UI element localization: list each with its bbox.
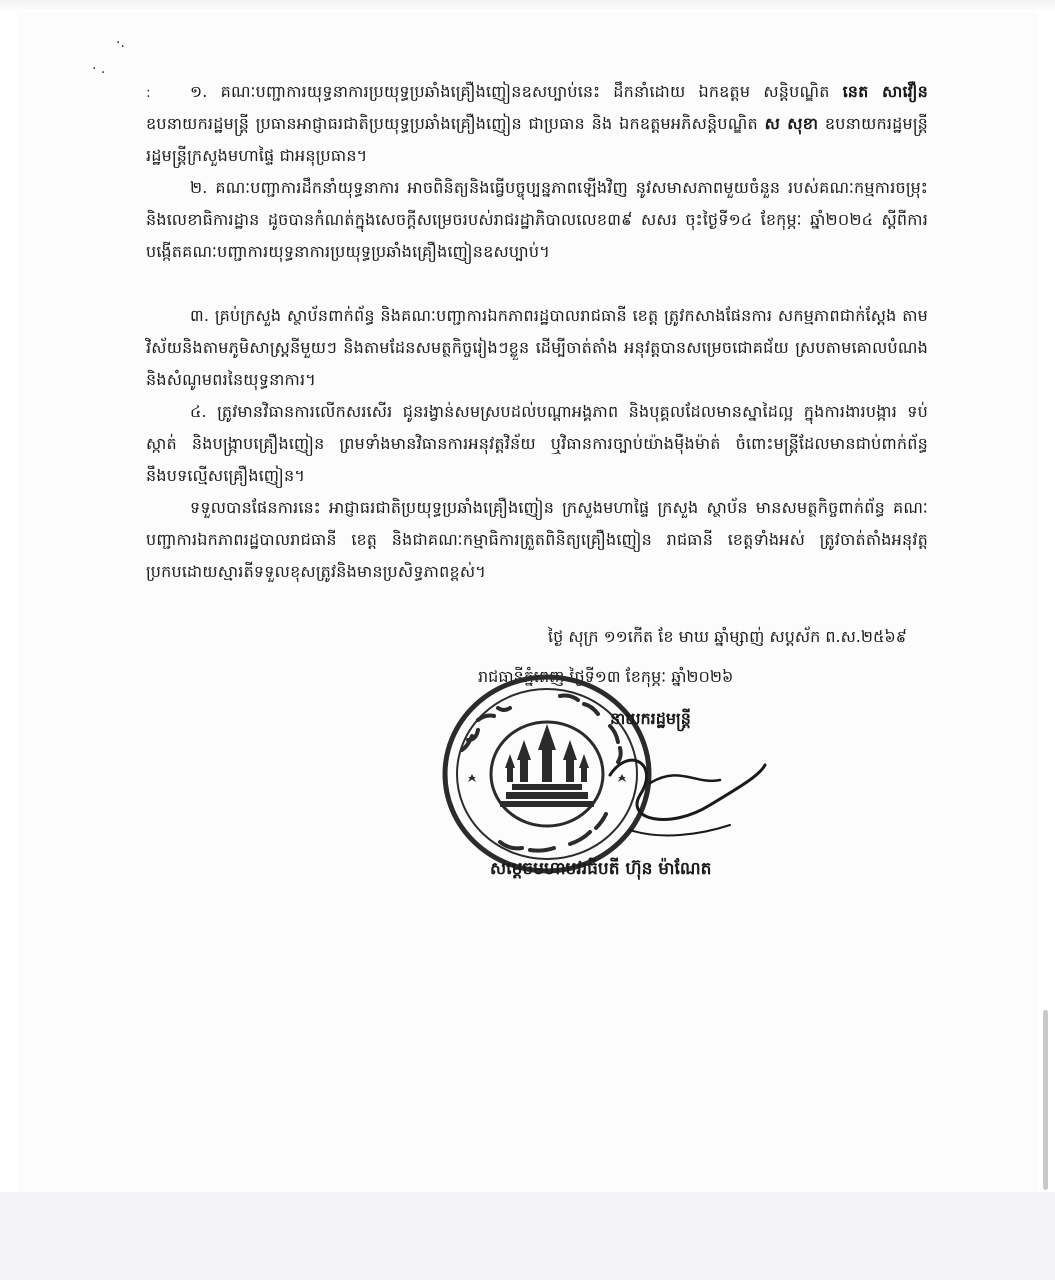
paragraph-5-closing bbox=[146, 492, 928, 588]
signer-name: សម្ដេចមហាបវរធិបតី ហ៊ុន ម៉ាណែត bbox=[490, 859, 712, 879]
margin-mark: · . bbox=[92, 61, 106, 77]
paragraph-4 bbox=[146, 396, 928, 492]
paragraph-text: ៤. ត្រូវមានវិធានការលើកសរសើរ ជូនរង្វាន់សមស្របដល់បណ្ដាអង្គភាព និងបុគ្គលដែលមានស្នាដៃល្អ ក្នុងការងារបង្ការ ទប់ស្កាត់ និងបង្ក្រាបគ្រឿងញៀន ព្រមទាំងមានវិធានការអនុវត្តវិន័យ ឬវិធានការច្បាប់យ៉ាងម៉ឺងម៉ាត់ ចំពោះមន្ត្រីដែលមានជាប់ពាក់ព័ន្ធនឹងបទល្មើសគ្រឿងញៀន។ bbox=[146, 402, 928, 485]
name-emphasis: នេត សាវឿន bbox=[842, 82, 929, 101]
paragraph-text: ឧបនាយករដ្ឋមន្ត្រី រដ្ឋមន្ត្រីក្រសួងមហាផ្ទៃ ជាអនុប្រធាន។ bbox=[146, 114, 928, 165]
paragraph-text: ១. គណៈបញ្ជាការយុទ្ធនាការប្រយុទ្ធប្រឆាំងគ្រឿងញៀនឧសប្បាប់នេះ ដឹកនាំដោយ ឯកឧត្ដម សន្ដិបណ្ឌិត bbox=[190, 82, 843, 101]
top-edge-strip bbox=[0, 0, 1055, 12]
vertical-scrollbar[interactable] bbox=[1043, 1010, 1048, 1190]
signer-title: នាយករដ្ឋមន្ត្រី bbox=[610, 709, 691, 728]
margin-mark: : bbox=[146, 85, 151, 101]
margin-mark: ·. bbox=[116, 35, 125, 51]
solar-date: រាជធានីភ្នំពេញ ថ្ងៃទី១៣ ខែកុម្ភៈ ឆ្នាំ២០២៦ bbox=[478, 667, 734, 686]
paragraph-1 bbox=[146, 76, 928, 172]
paragraph-2 bbox=[146, 172, 928, 268]
paragraph-3 bbox=[146, 300, 928, 396]
paragraph-text: ឧបនាយករដ្ឋមន្ត្រី ប្រធានអាជ្ញាធរជាតិប្រយុទ្ធប្រឆាំងគ្រឿងញៀន ជាប្រធាន និង ឯកឧត្ដមអភិសន្ដិបណ្ឌិត bbox=[146, 114, 765, 133]
lunar-date: ថ្ងៃ សុក្រ ១១កើត ខែ មាឃ ឆ្នាំម្សាញ់ សប្ដស័ក ព.ស.២៥៦៩ bbox=[548, 627, 907, 646]
paragraph-text: ទទួលបានផែនការនេះ អាជ្ញាធរជាតិប្រយុទ្ធប្រឆាំងគ្រឿងញៀន ក្រសួងមហាផ្ទៃ ក្រសួង ស្ថាប័ន មានសមត្ថកិច្ចពាក់ព័ន្ធ គណៈបញ្ជាការឯកភាពរដ្ឋបាលរាជធានី ខេត្ត និងជាគណៈកម្មាធិការត្រួតពិនិត្យគ្រឿងញៀន រាជធានី ខេត្តទាំងអស់ ត្រូវចាត់តាំងអនុវត្តប្រកបដោយស្មារតីទទួលខុសត្រូវនិងមានប្រសិទ្ធភាពខ្ពស់។ bbox=[146, 498, 928, 581]
viewer-bottom-area bbox=[0, 1192, 1055, 1280]
handwritten-signature-icon bbox=[600, 735, 770, 850]
paragraph-text: ៣. គ្រប់ក្រសួង ស្ថាប័នពាក់ព័ន្ធ និងគណៈបញ្ជាការឯកភាពរដ្ឋបាលរាជធានី ខេត្ត ត្រូវកសាងផែនការ សកម្មភាពជាក់ស្ដែង តាមវិស័យនិងតាមភូមិសាស្ត្រនីមួយៗ និងតាមដែនសមត្ថកិច្ចរៀងៗខ្លួន ដើម្បីចាត់តាំង អនុវត្តបានសម្រេចជោគជ័យ ស្របតាមគោលបំណងនិងសំណូមពរនៃយុទ្ធនាការ។ bbox=[146, 306, 928, 389]
name-emphasis: ស សុខា bbox=[764, 114, 819, 133]
paragraph-text: ២. គណៈបញ្ជាការដឹកនាំយុទ្ធនាការ អាចពិនិត្យនិងធ្វើបច្ចុប្បន្នភាពឡើងវិញ នូវសមាសភាពមួយចំនួន របស់គណៈកម្មការចម្រុះនិងលេខាធិការដ្ឋាន ដូចបានកំណត់ក្នុងសេចក្ដីសម្រេចរបស់រាជរដ្ឋាភិបាលលេខ៣៩ សសរ ចុះថ្ងៃទី១៤ ខែកុម្ភៈ ឆ្នាំ២០២៤ ស្ដីពីការបង្កើតគណៈបញ្ជាការយុទ្ធនាការប្រយុទ្ធប្រឆាំងគ្រឿងញៀនឧសប្បាប់។ bbox=[146, 178, 928, 261]
